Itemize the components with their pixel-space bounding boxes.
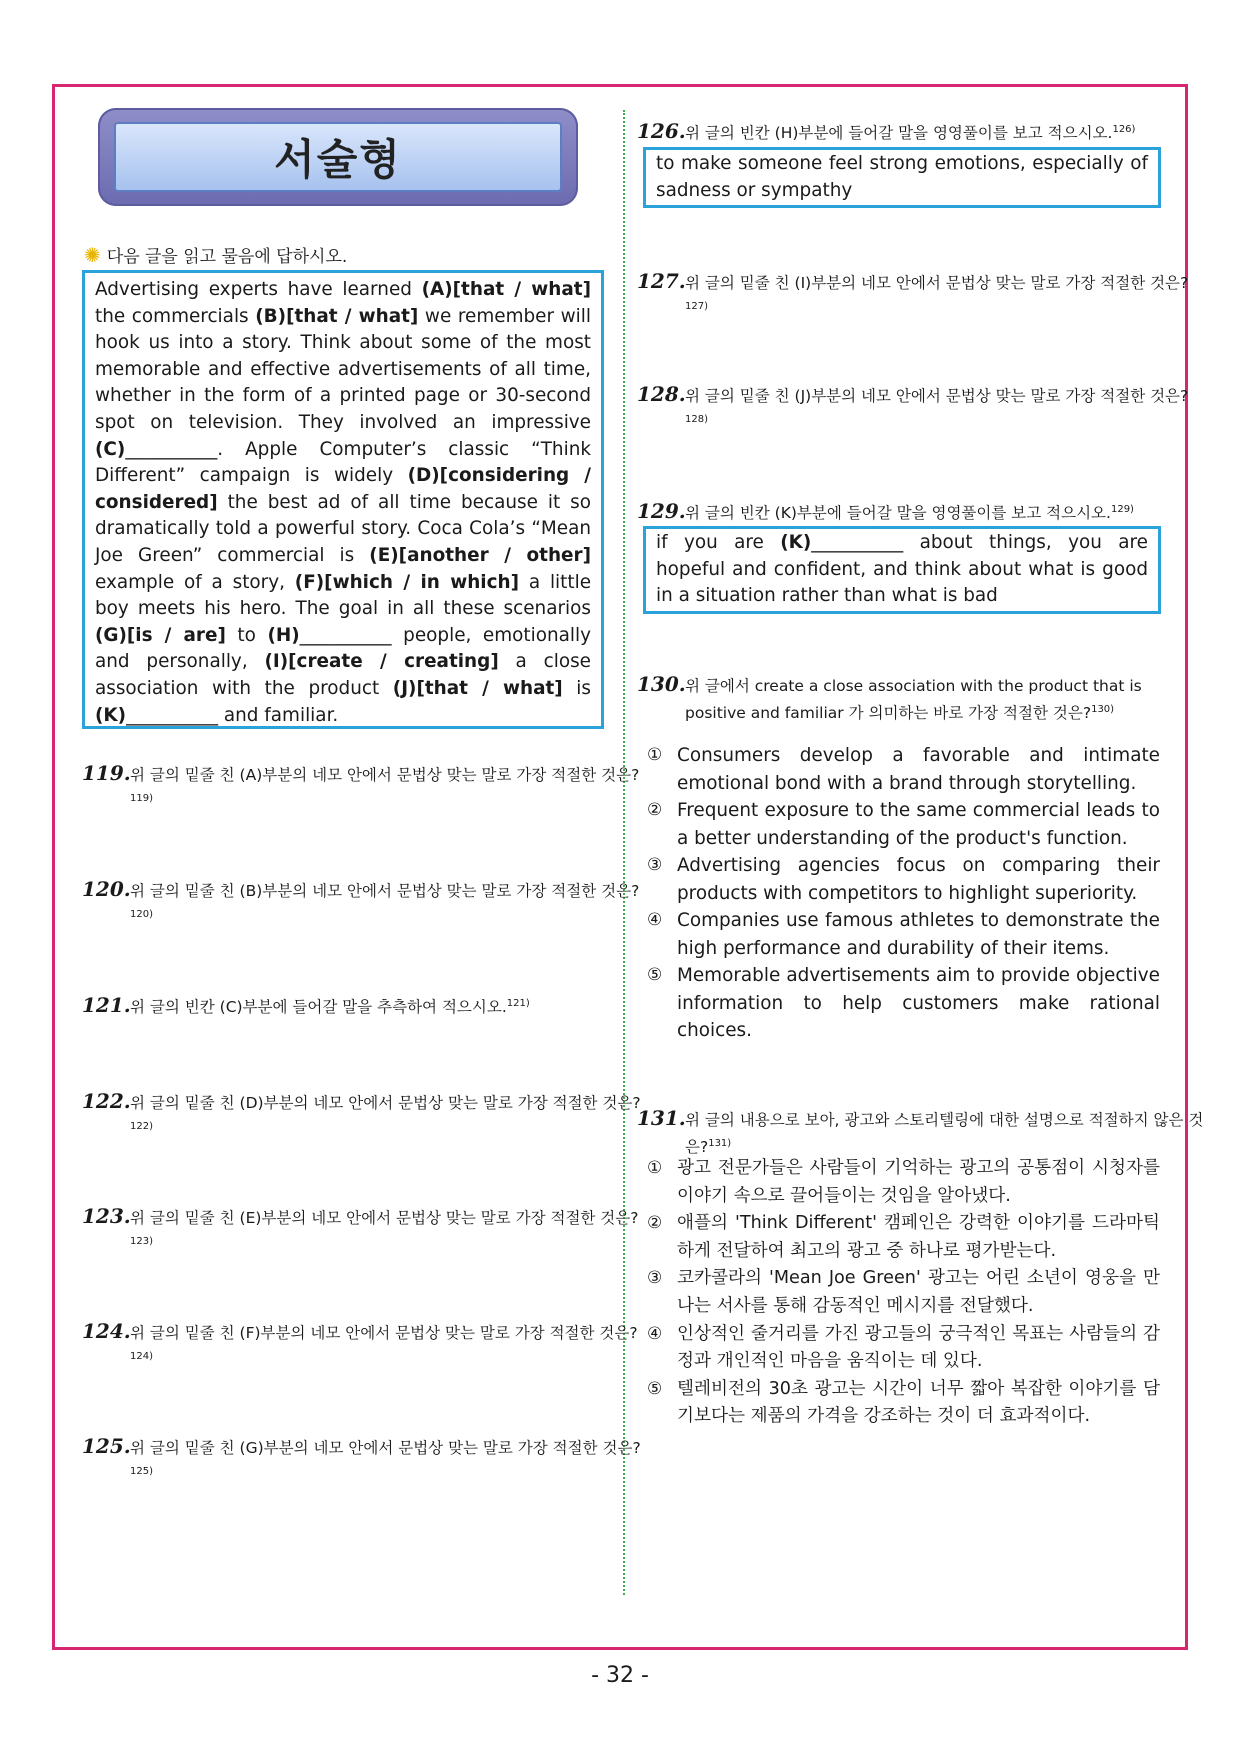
question-124: 124.위 글의 밑줄 친 (F)부분의 네모 안에서 문법상 맞는 말로 가장 적절한 것은?$^{124)}$: [82, 1319, 638, 1362]
option-131-5[interactable]: ⑤ 텔레비전의 30초 광고는 시간이 너무 짧아 복잡한 이야기를 담기보다는 제품의 가격을 강조하는 것이 더 효과적이다.: [647, 1378, 1160, 1427]
definition-box-129: if you are (K)__________ about things, you are hopeful and confident, and think about what is good in a situation rather than what is bad: [643, 526, 1161, 614]
passage-text: a close association with the product: [95, 651, 591, 699]
option-131-2[interactable]: ② 애플의 'Think Different' 캠페인은 강력한 이야기를 드라마틱하게 전달하여 최고의 광고 중 하나로 평가받는다.: [647, 1213, 1160, 1261]
option-130-2[interactable]: ② Frequent exposure to the same commercial leads to a better understanding of the product's function.: [647, 800, 1160, 849]
passage-blank-bold: (D)[considering / considered]: [95, 465, 591, 513]
passage-text: is: [562, 677, 591, 699]
passage-blank-bold: (G)[is / are]: [95, 624, 226, 646]
options-131: [647, 1155, 1160, 1431]
question-120: 120.위 글의 밑줄 친 (B)부분의 네모 안에서 문법상 맞는 말로 가장 적절한 것은?$^{120)}$: [82, 877, 640, 920]
passage-text: to: [225, 624, 268, 646]
passage-text: the commercials: [95, 305, 256, 327]
question-126: 126.위 글의 빈칸 (H)부분에 들어갈 말을 영영풀이를 보고 적으시오.$^{126)}$: [637, 119, 1136, 144]
option-131-1[interactable]: ① 광고 전문가들은 사람들이 기억하는 광고의 공통점이 시청자를 이야기 속으로 끌어들이는 것임을 알아냈다.: [647, 1158, 1160, 1206]
passage-blank-bold: (B)[that / what]: [255, 305, 419, 327]
passage-text: __________ and familiar.: [126, 704, 339, 726]
reading-passage: [82, 270, 604, 729]
section-banner: [98, 108, 578, 206]
column-divider: [623, 110, 625, 1595]
passage-text: __________. Apple Computer’s classic “Think Different” campaign is widely: [95, 438, 591, 487]
section-banner-inner: [114, 122, 562, 192]
question-130: 130.위 글에서 create a close association with the product that is positive and familiar 가 의미하는 바로 가장 적절한 것은?$^{130)}$: [637, 672, 1142, 723]
option-130-5[interactable]: ⑤ Memorable advertisements aim to provide objective information to help customers make rational choices.: [647, 965, 1160, 1041]
passage-blank-bold: (K): [95, 704, 127, 726]
option-130-3[interactable]: ③ Advertising agencies focus on comparing their products with competitors to highlight superiority.: [647, 855, 1160, 904]
passage-text: we remember will hook us into a story. Think about some of the most memorable and effective advertisements of all time, whether in the form of a printed page or 30-second spot on television. They involved an impressive: [95, 305, 592, 433]
passage-blank-bold: (H): [267, 624, 300, 646]
question-128: 128.위 글의 밑줄 친 (J)부분의 네모 안에서 문법상 맞는 말로 가장 적절한 것은?$^{128)}$: [637, 382, 1189, 425]
question-119: 119.위 글의 밑줄 친 (A)부분의 네모 안에서 문법상 맞는 말로 가장 적절한 것은?$^{119)}$: [82, 761, 640, 804]
options-130: [647, 742, 1160, 1045]
passage-blank-bold: (C): [95, 438, 126, 460]
passage-text: __________ people, emotionally and personally,: [95, 624, 591, 673]
passage-blank-bold: (E)[another / other]: [369, 544, 591, 566]
passage-blank-bold: (I)[create / creating]: [264, 651, 499, 673]
option-130-4[interactable]: ④ Companies use famous athletes to demonstrate the high performance and durability of their items.: [647, 910, 1160, 959]
instruction: [84, 242, 347, 267]
page-number: - 32 -: [591, 1663, 649, 1688]
passage-text: Advertising experts have learned: [95, 279, 422, 300]
option-130-1[interactable]: ① Consumers develop a favorable and intimate emotional bond with a brand through storytelling.: [647, 745, 1160, 794]
passage-blank-bold: (A)[that / what]: [421, 279, 591, 300]
passage-text: the best ad of all time because it so dramatically told a powerful story. Coca Cola’s “Mean Joe Green” commercial is: [95, 491, 591, 566]
passage-text: example of a story,: [95, 571, 295, 593]
passage-blank-bold: (J)[that / what]: [392, 677, 563, 699]
option-131-4[interactable]: ④ 인상적인 줄거리를 가진 광고들의 궁극적인 목표는 사람들의 감정과 개인적인 마음을 움직이는 데 있다.: [647, 1323, 1160, 1372]
instruction-text: 다음 글을 읽고 물음에 답하시오.: [106, 247, 348, 267]
passage-text: a little boy meets his hero. The goal in all these scenarios: [95, 571, 592, 620]
flower-icon: ✺: [84, 242, 101, 267]
question-121: 121.위 글의 빈칸 (C)부분에 들어갈 말을 추측하여 적으시오.$^{121)}$: [82, 993, 530, 1018]
question-131: 131.위 글의 내용으로 보아, 광고와 스토리텔링에 대한 설명으로 적절하지 않은 것은?$^{131)}$: [637, 1106, 1204, 1157]
option-131-3[interactable]: ③ 코카콜라의 'Mean Joe Green' 광고는 어린 소년이 영웅을 만나는 서사를 통해 감동적인 메시지를 전달했다.: [647, 1268, 1160, 1316]
section-title: 서술형: [274, 135, 402, 184]
question-127: 127.위 글의 밑줄 친 (I)부분의 네모 안에서 문법상 맞는 말로 가장 적절한 것은?$^{127)}$: [637, 269, 1189, 312]
question-125: 125.위 글의 밑줄 친 (G)부분의 네모 안에서 문법상 맞는 말로 가장 적절한 것은?$^{125)}$: [82, 1434, 641, 1477]
question-122: 122.위 글의 밑줄 친 (D)부분의 네모 안에서 문법상 맞는 말로 가장 적절한 것은?$^{122)}$: [82, 1089, 641, 1132]
question-123: 123.위 글의 밑줄 친 (E)부분의 네모 안에서 문법상 맞는 말로 가장 적절한 것은?$^{123)}$: [82, 1204, 639, 1247]
question-129: 129.위 글의 빈칸 (K)부분에 들어갈 말을 영영풀이를 보고 적으시오.$^{129)}$: [637, 499, 1134, 524]
definition-box-126: to make someone feel strong emotions, especially of sadness or sympathy: [643, 147, 1161, 208]
passage-blank-bold: (F)[which / in which]: [294, 571, 520, 593]
